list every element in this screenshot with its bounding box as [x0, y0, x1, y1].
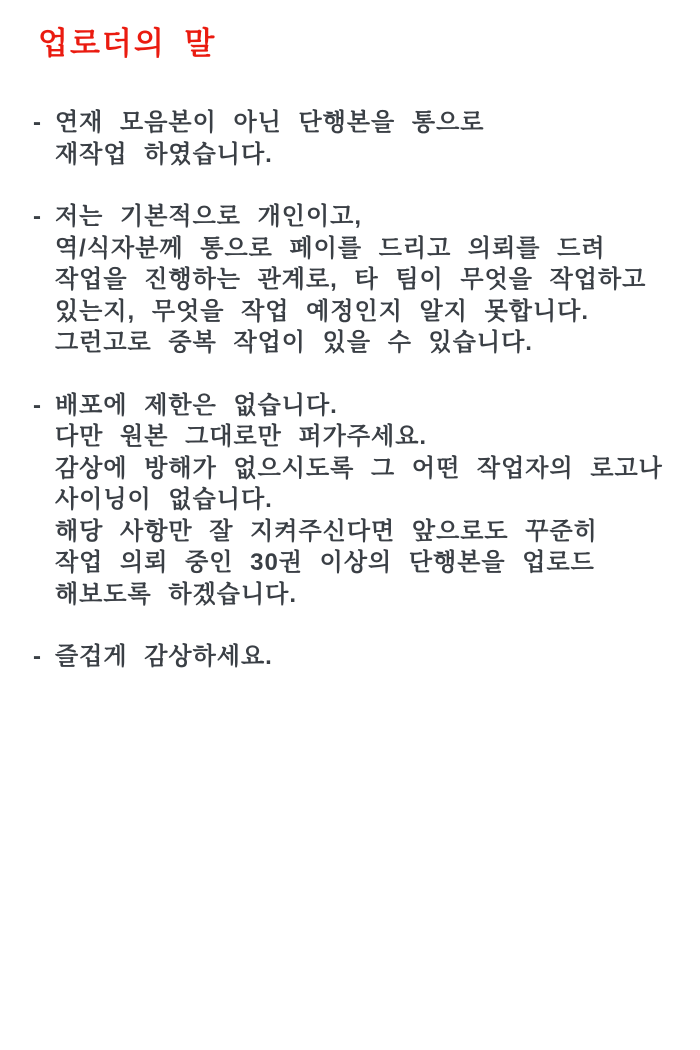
- bullet-dash: -: [33, 203, 42, 230]
- note-content: [0, 107, 700, 673]
- note-line: 그런고로 중복 작업이 있을 수 있습니다.: [55, 329, 533, 356]
- note-line: 연재 모음본이 아닌 단행본을 통으로: [55, 109, 485, 136]
- note-line: 있는지, 무엇을 작업 예정인지 알지 못합니다.: [55, 297, 589, 325]
- note-line: 역/식자분께 통으로 페이를 드리고 의뢰를 드려: [55, 234, 606, 262]
- note-line: 재작업 하였습니다.: [55, 140, 273, 168]
- note-line: 배포에 제한은 없습니다.: [55, 391, 338, 419]
- note-line: 저는 기본적으로 개인이고,: [55, 203, 363, 230]
- note-line: 즐겁게 감상하세요.: [55, 643, 273, 670]
- note-block-4: [33, 641, 682, 673]
- note-line: 해당 사항만 잘 지켜주신다면 앞으로도 꾸준히: [55, 517, 598, 545]
- note-block-1: [33, 107, 682, 170]
- note-line: 해보도록 하겠습니다.: [55, 580, 297, 608]
- note-block-2: [33, 201, 682, 359]
- bullet-dash: -: [33, 643, 42, 670]
- note-line: 다만 원본 그대로만 퍼가주세요.: [55, 423, 428, 450]
- note-line: 사이닝이 없습니다.: [55, 486, 273, 513]
- note-line: 감상에 방해가 없으시도록 그 어떤 작업자의 로고나: [55, 454, 663, 482]
- bullet-dash: -: [33, 391, 42, 419]
- page-title: 업로더의 말: [38, 26, 217, 61]
- note-block-3: [33, 390, 682, 611]
- note-line: 작업을 진행하는 관계로, 타 팀이 무엇을 작업하고: [55, 266, 647, 293]
- note-line: 작업 의뢰 중인 30권 이상의 단행본을 업로드: [55, 549, 595, 576]
- bullet-dash: -: [33, 109, 42, 136]
